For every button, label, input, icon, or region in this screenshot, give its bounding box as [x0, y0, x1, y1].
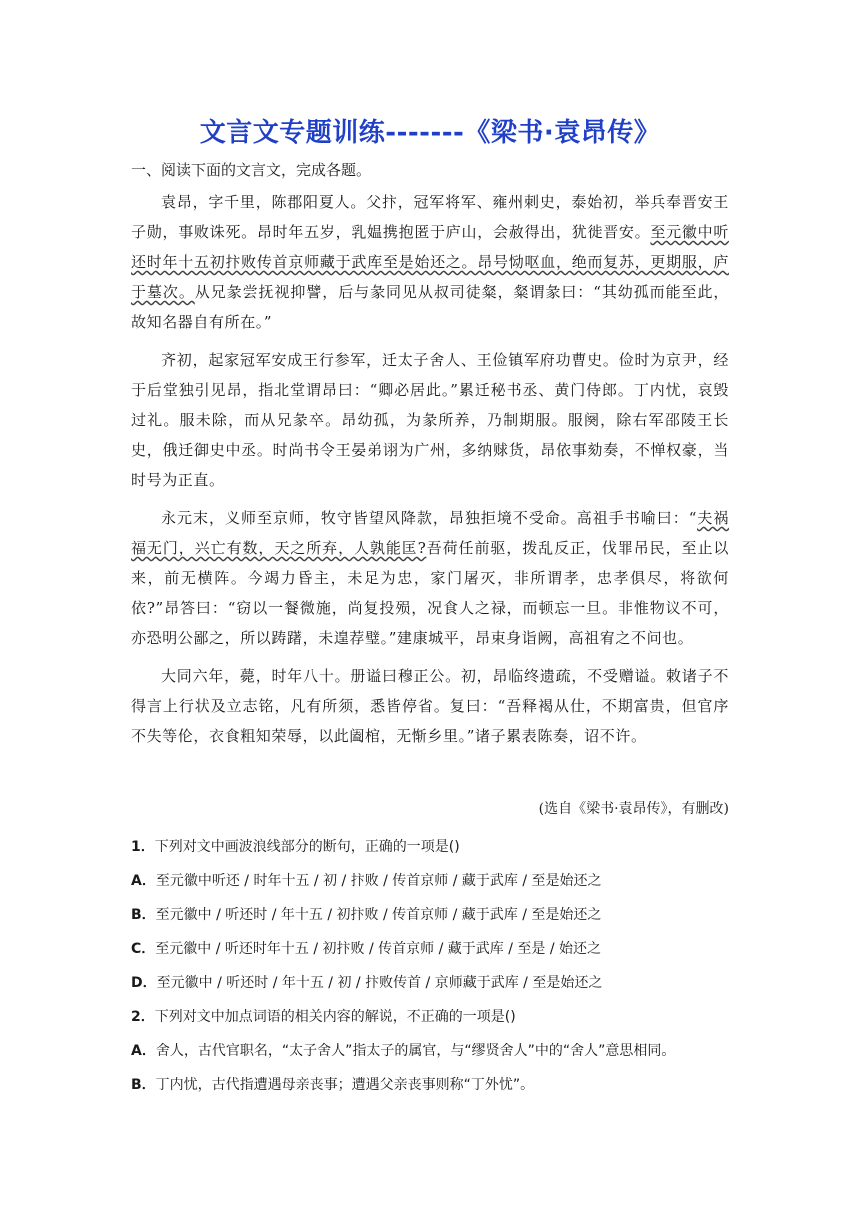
passage-paragraph-2	[131, 345, 729, 495]
wavy-underlined-text: 夫祸福无门，兴亡有数，天之所弃，人孰能匡?	[131, 509, 730, 557]
question-number: 1．	[131, 839, 155, 855]
question-1-option-b[interactable]	[131, 898, 729, 932]
question-1-option-d[interactable]	[131, 966, 729, 1000]
paragraph-text: 永元末，义师至京师，牧守皆望风降款，昂独拒境不受命。高祖手书喻曰：“	[161, 509, 698, 527]
passage-paragraph-3	[131, 503, 729, 653]
question-number: 2．	[131, 1009, 155, 1025]
option-letter: D．	[131, 975, 157, 991]
paragraph-text: 吾荷任前驱，拨乱反正，伐罪吊民，至止以来，前无横阵。今竭力昏主，未足为忠，家门屠灭，非所谓孝，忠孝俱尽，将欲何依?”昂答曰：“窃以一餐微施，尚复投殒，况食人之禄，而顿忘一旦。非惟物议不可，亦恐明公鄙之，所以踌躇，未遑荐璧。”建康城平，昂束身诣阙，高祖宥之不问也。	[131, 539, 729, 647]
option-text: 至元徽中 / 听还时年十五 / 初抃败 / 传首京师 / 藏于武库 / 至是 / 始还之	[155, 941, 601, 957]
question-text: 下列对文中画波浪线部分的断句，正确的一项是()	[154, 839, 460, 855]
paragraph-text: 袁昂，字千里，陈郡阳夏人。父抃，冠军将军、雍州刺史，泰始初，举兵奉晋安王子勋，事败诛死。昂时年五岁，乳媪携抱匿于庐山，会赦得出，犹徙晋安。	[131, 193, 729, 241]
option-text: 舍人，古代官职名，“太子舍人”指太子的属官，与“缪贤舍人”中的“舍人”意思相同。	[155, 1043, 676, 1059]
paragraph-text: 齐初，起家冠军安成王行参军，迁太子舍人、王俭镇军府功曹史。俭时为京尹，经于后堂独引见昂，指北堂谓昂曰：“卿必居此。”累迁秘书丞、黄门侍郎。丁内忧，哀毁过礼。服未除，而从兄彖卒。昂幼孤，为彖所养，乃制期服。服阕，除右军邵陵王长史，俄迁御史中丞。时尚书令王晏弟诩为广州，多纳赇货，昂依事劾奏，不惮权豪，当时号为正直。	[131, 351, 729, 489]
option-letter: B．	[131, 1077, 156, 1093]
option-letter: A．	[131, 1043, 156, 1059]
option-letter: B．	[131, 907, 156, 923]
source-citation: (选自《梁书·袁昂传》，有删改)	[538, 801, 729, 817]
question-2-stem	[131, 1000, 729, 1034]
option-text: 丁内忧，古代指遭遇母亲丧事；遭遇父亲丧事则称“丁外忧”。	[155, 1077, 535, 1093]
questions-section	[131, 830, 729, 1102]
passage-paragraph-1	[131, 187, 729, 337]
option-letter: A．	[131, 873, 156, 889]
passage-paragraph-4	[131, 661, 729, 751]
section-heading: 一、阅读下面的文言文，完成各题。	[131, 161, 372, 179]
question-text: 下列对文中加点词语的相关内容的解说，不正确的一项是()	[154, 1009, 516, 1025]
option-text: 至元徽中 / 听还时 / 年十五 / 初抃败 / 传首京师 / 藏于武库 / 至是始还之	[155, 907, 602, 923]
wavy-underlined-text: 至元徽中听还时年十五初抃败传首京师藏于武库至是始还之。昂号恸呕血，绝而复苏，更期服，庐于墓次。	[131, 223, 729, 301]
question-1-stem	[131, 830, 729, 864]
question-1-option-a[interactable]	[131, 864, 729, 898]
paragraph-text: 大同六年，薨，时年八十。册谥曰穆正公。初，昂临终遗疏，不受赠谥。敕诸子不得言上行状及立志铭，凡有所须，悉皆停省。复曰：“吾释褐从仕，不期富贵，但官序不失等伦，衣食粗知荣辱，以此阖棺，无惭乡里。”诸子累表陈奏，诏不许。	[131, 667, 729, 745]
option-text: 至元徽中 / 听还时 / 年十五 / 初 / 抃败传首 / 京师藏于武库 / 至是始还之	[156, 975, 603, 991]
page-title: 文言文专题训练-------《梁书·袁昂传》	[199, 118, 661, 148]
option-text: 至元徽中听还 / 时年十五 / 初 / 抃败 / 传首京师 / 藏于武库 / 至是始还之	[155, 873, 602, 889]
question-2-option-b[interactable]	[131, 1068, 729, 1102]
classical-passage	[131, 187, 729, 759]
question-2-option-a[interactable]	[131, 1034, 729, 1068]
option-letter: C．	[131, 941, 156, 957]
paragraph-text: 从兄彖尝抚视抑譬，后与彖同见从叔司徒粲，粲谓彖曰：“其幼孤而能至此，故知名器自有所在。”	[131, 283, 729, 331]
question-1-option-c[interactable]	[131, 932, 729, 966]
